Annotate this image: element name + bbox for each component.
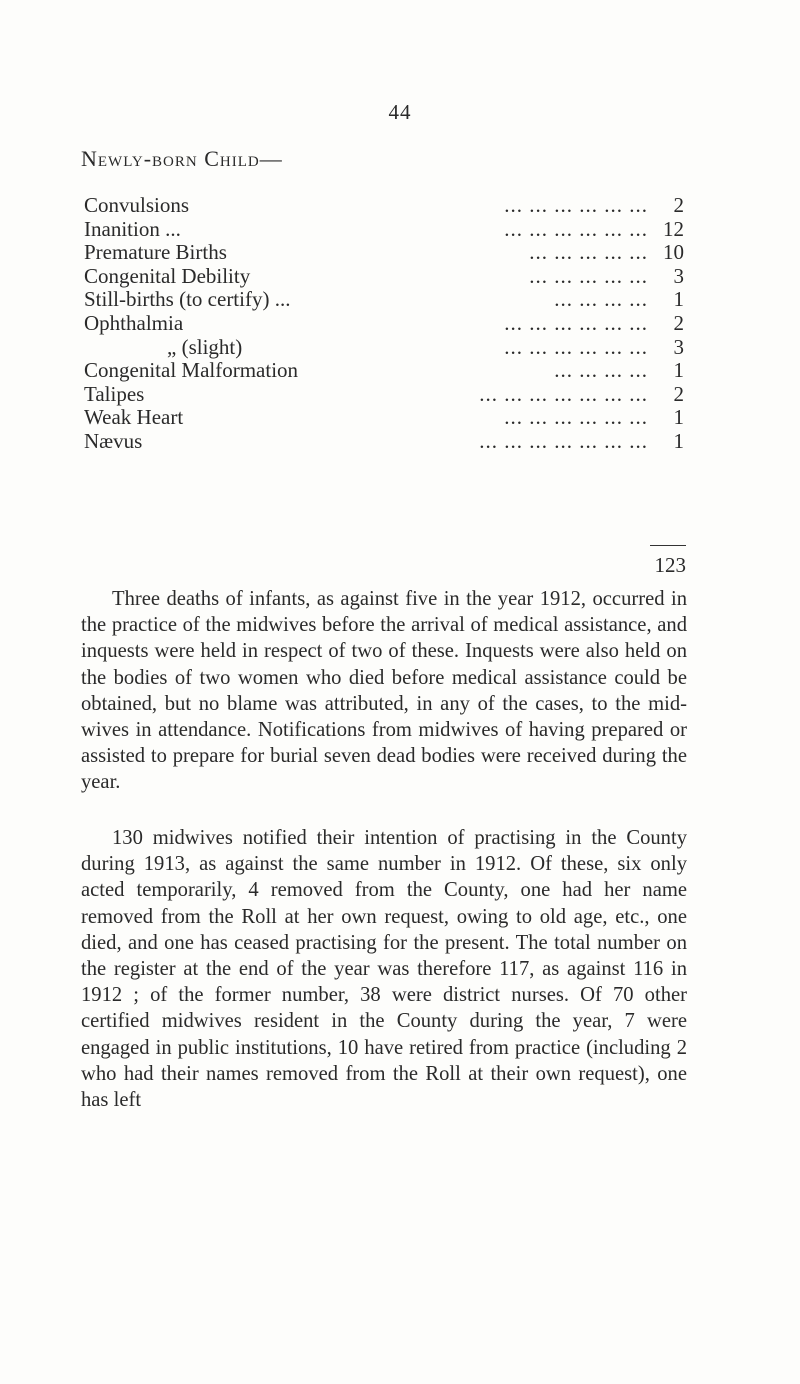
cause-label: „ (slight) — [167, 334, 243, 359]
cause-count: 12 — [663, 216, 684, 241]
leader-dots: ... ... ... ... ... ... — [504, 193, 648, 217]
total-divider — [650, 545, 686, 546]
leader-dots: ... ... ... ... ... ... — [504, 334, 648, 359]
leader-dots: ... ... ... ... ... ... — [504, 216, 648, 241]
total-count: 123 — [654, 553, 686, 577]
section-heading: Newly-born Child— — [81, 146, 283, 171]
cause-label: Ophthalmia — [84, 310, 184, 335]
cause-count: 1 — [673, 428, 684, 453]
cause-label: Congenital Debility — [84, 263, 251, 288]
leader-dots: ... ... ... ... ... ... ... — [479, 381, 648, 406]
cause-label: Inanition ... — [84, 216, 181, 241]
list-item — [84, 218, 684, 242]
cause-count: 10 — [663, 240, 684, 265]
list-item — [84, 336, 684, 360]
list-item — [84, 383, 684, 407]
leader-dots: ... ... ... ... — [554, 358, 648, 383]
cause-of-death-list — [84, 194, 684, 454]
cause-label: Congenital Malformation — [84, 358, 299, 383]
cause-label: Talipes — [84, 381, 145, 406]
leader-dots: ... ... ... ... — [554, 287, 648, 312]
list-item — [84, 312, 684, 336]
list-item — [84, 241, 684, 265]
leader-dots: ... ... ... ... ... ... — [504, 405, 648, 430]
cause-count: 1 — [673, 405, 684, 430]
cause-label: Premature Births — [84, 240, 227, 265]
cause-count: 2 — [673, 310, 684, 335]
cause-label: Nævus — [84, 428, 143, 453]
leader-dots: ... ... ... ... ... ... — [504, 310, 648, 335]
cause-count: 1 — [673, 287, 684, 312]
cause-label: Convulsions — [84, 193, 190, 217]
cause-count: 2 — [673, 381, 684, 406]
cause-label: Still-births (to certify) ... — [84, 287, 291, 312]
leader-dots: ... ... ... ... ... ... ... — [479, 428, 648, 453]
list-item — [84, 194, 684, 218]
cause-count: 1 — [673, 358, 684, 383]
cause-count: 3 — [673, 263, 684, 288]
list-item — [84, 288, 684, 312]
paragraph: Three deaths of infants, as against five in the year 1912, occurred in the practice of the midwives before the arrival of medical assistance, and inquests were held in respect of two of these. Inquests were also held on the bodies of two women who died before medical assistance could be obtained, but no blame was attributed, in any of the cases, to the mid-wives in attendance. Notifications from midwives of having prepared or assisted to prepare for burial seven dead bodies were received during the year. — [81, 588, 687, 794]
list-item — [84, 430, 684, 454]
cause-label: Weak Heart — [84, 405, 184, 430]
leader-dots: ... ... ... ... ... — [529, 240, 648, 265]
list-item — [84, 265, 684, 289]
page-number: 44 — [388, 100, 412, 124]
list-item — [84, 359, 684, 383]
list-item — [84, 406, 684, 430]
cause-count: 3 — [673, 334, 684, 359]
paragraph: 130 midwives notified their intention of practising in the County during 1913, as against the same number in 1912. Of these, six only acted temporarily, 4 removed from the County, one had her name removed from the Roll at her own request, owing to old age, etc., one died, and one has ceased practising for the present. The total number on the register at the end of the year was therefore 117, as against 116 in 1912 ; of the former number, 38 were district nurses. Of 70 other certified midwives resident in the County during the year, 7 were engaged in public institutions, 10 have retired from practice (including 2 who had their names removed from the Roll at their own request), one has left — [81, 827, 687, 1112]
leader-dots: ... ... ... ... ... — [529, 263, 648, 288]
cause-count: 2 — [673, 193, 684, 217]
